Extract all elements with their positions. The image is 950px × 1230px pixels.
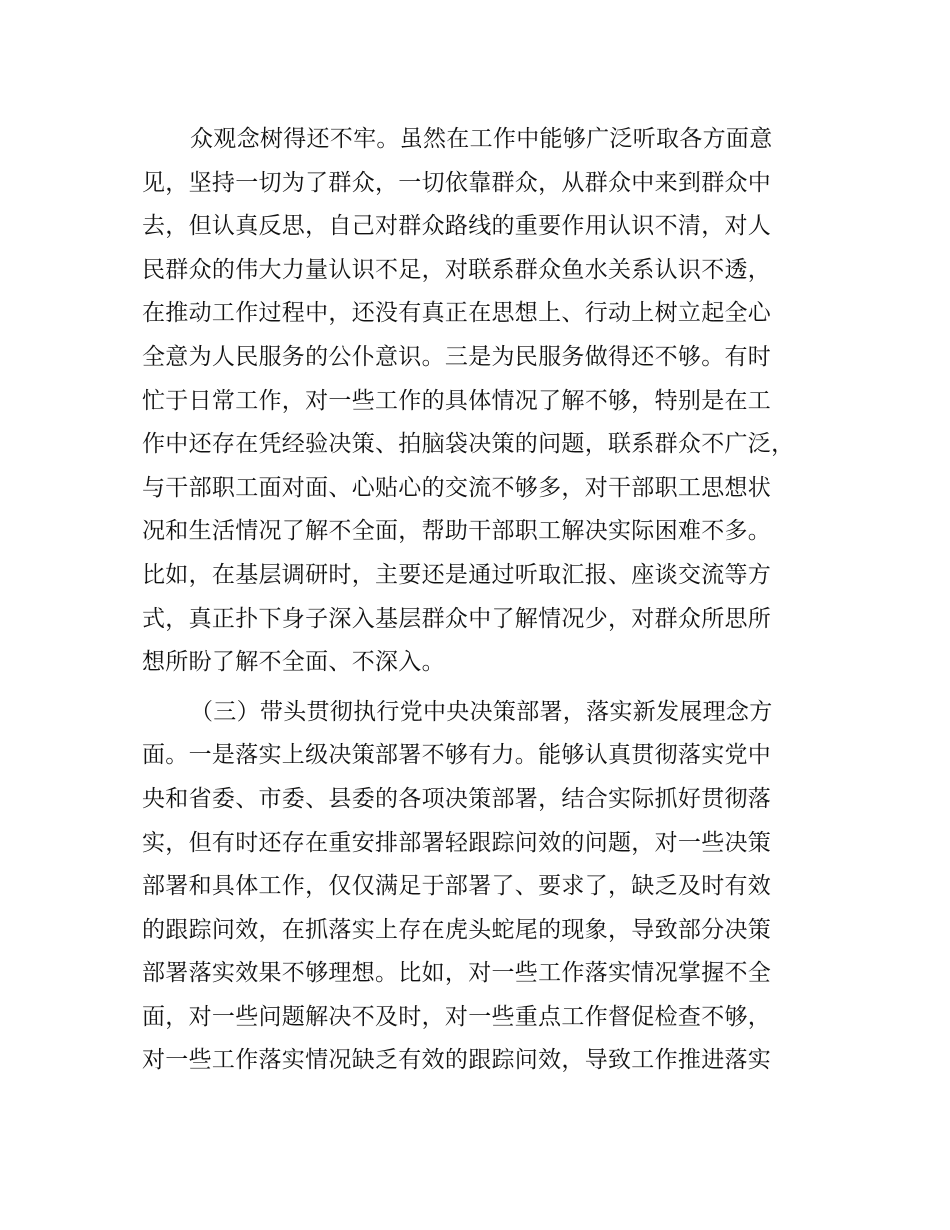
text-line: 部署和具体工作，仅仅满足于部署了、要求了，缺乏及时有效	[142, 873, 772, 900]
text-line: 式，真正扑下身子深入基层群众中了解情况少，对群众所思所	[142, 605, 772, 632]
text-line: 面。一是落实上级决策部署不够有力。能够认真贯彻落实党中	[142, 742, 772, 769]
paragraph-2	[142, 691, 842, 1083]
text-line: 央和省委、市委、县委的各项决策部署，结合实际抓好贯彻落	[142, 785, 772, 812]
text-line: 对一些工作落实情况缺乏有效的跟踪问效，导致工作推进落实	[142, 1047, 772, 1074]
text-line: 部署落实效果不够理想。比如，对一些工作落实情况掌握不全	[142, 960, 772, 987]
text-line: 面，对一些问题解决不及时，对一些重点工作督促检查不够，	[142, 1003, 772, 1030]
text-line: 作中还存在凭经验决策、拍脑袋决策的问题，联系群众不广泛，	[142, 431, 795, 458]
text-line: 去，但认真反思，自己对群众路线的重要作用认识不清，对人	[142, 213, 772, 240]
text-line: 全意为人民服务的公仆意识。三是为民服务做得还不够。有时	[142, 343, 772, 370]
text-line: 众观念树得还不牢。虽然在工作中能够广泛听取各方面意	[190, 126, 773, 152]
text-line: 忙于日常工作，对一些工作的具体情况了解不够，特别是在工	[142, 387, 772, 414]
text-line: 与干部职工面对面、心贴心的交流不够多，对干部职工思想状	[142, 474, 772, 501]
text-line: 见，坚持一切为了群众，一切依靠群众，从群众中来到群众中	[142, 169, 772, 196]
document-body	[142, 118, 842, 1083]
text-line: 比如，在基层调研时，主要还是通过听取汇报、座谈交流等方	[142, 561, 772, 588]
text-line: 民群众的伟大力量认识不足，对联系群众鱼水关系认识不透，	[142, 256, 772, 283]
text-line: （三）带头贯彻执行党中央决策部署，落实新发展理念方	[190, 698, 773, 725]
text-line: 想所盼了解不全面、不深入。	[142, 649, 445, 676]
paragraph-1	[142, 118, 842, 685]
text-line: 实，但有时还存在重安排部署轻跟踪问效的问题，对一些决策	[142, 829, 772, 856]
text-line: 在推动工作过程中，还没有真正在思想上、行动上树立起全心	[142, 300, 772, 327]
text-line: 况和生活情况了解不全面，帮助干部职工解决实际困难不多。	[142, 518, 772, 545]
text-line: 的跟踪问效，在抓落实上存在虎头蛇尾的现象，导致部分决策	[142, 916, 772, 943]
